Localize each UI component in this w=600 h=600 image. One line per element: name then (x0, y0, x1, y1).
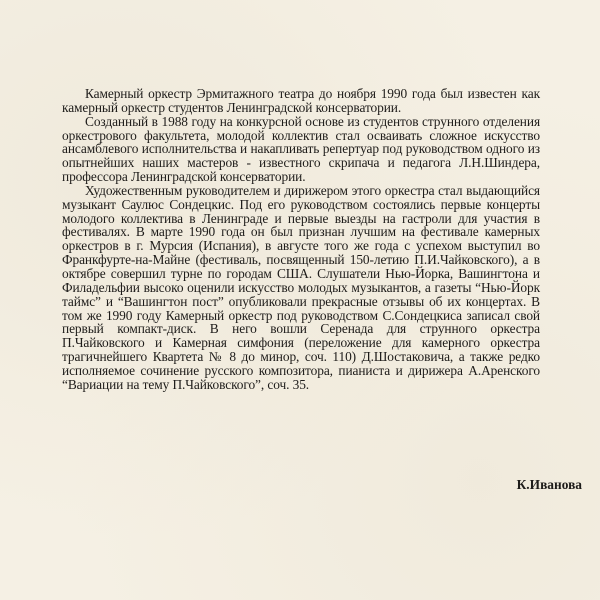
article-body (62, 87, 540, 392)
paragraph-intro: Камерный оркестр Эрмитажного театра до ноября 1990 года был известен как камерный оркестр студентов Ленинградской консерватории. (62, 86, 540, 115)
paragraph-history: Созданный в 1988 году на конкурсной основе из студентов струнного отделения оркестрового факультета, молодой коллектив стал осваивать сложное искусство ансамблевого исполнительства и накапливать репертуар под руководством одного из опытнейших наших мастеров - известного скрипача и педагога Л.Н.Шиндера, профессора Ленинградской консерватории. (62, 113, 540, 185)
author-signature: К.Иванова (516, 477, 582, 492)
paragraph-conductor: Художественным руководителем и дирижером этого оркестра стал выдающийся музыкант Саулюс Сондецкис. Под его руководством состоялись первые концерты молодого коллектива в Ленинграде и первые выезды на гастроли для участия в фестивалях. В марте 1990 года он был признан лучшим на фестивале камерных оркестров в г. Мурсия (Испания), в августе того же года с успехом выступил во Франкфурте-на-Майне (фестиваль, посвященный 150-летию П.И.Чайковского), а в октябре совершил турне по городам США. Слушатели Нью-Йорка, Вашингтона и Филадельфии высоко оценили искусство молодых музыкантов, а газеты “Нью-Йорк таймс” и “Вашингтон пост” опубликовали прекрасные отзывы об их концертах. В том же 1990 году Камерный оркестр под руководством С.Сондецкиса записал свой первый компакт-диск. В него вошли Серенада для струнного оркестра П.Чайковского и Камерная симфония (переложение для камерного оркестра трагичнейшего Квартета № 8 до минор, соч. 110) Д.Шостаковича, а также редко исполняемое сочинение русского композитора, пианиста и дирижера А.Аренского “Вариации на тему П.Чайковского”, соч. 35. (62, 182, 540, 392)
